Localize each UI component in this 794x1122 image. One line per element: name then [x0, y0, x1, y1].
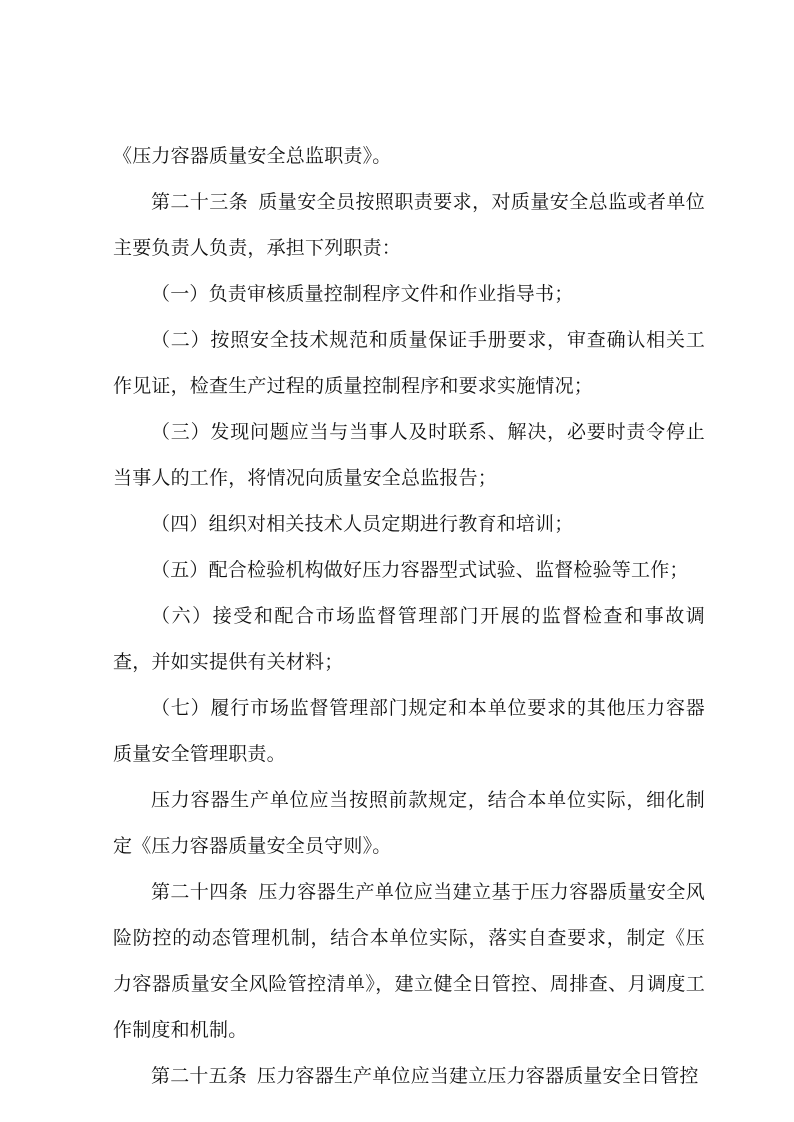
item-6	[113, 593, 705, 685]
item-3	[113, 409, 705, 501]
paragraph-1	[113, 133, 705, 179]
item-5	[113, 547, 705, 593]
paragraph-text: （六）接受和配合市场监督管理部门开展的监督检查和事故调查，并如实提供有关材料；	[113, 605, 705, 673]
paragraph-text: （二）按照安全技术规范和质量保证手册要求，审查确认相关工作见证，检查生产过程的质量控制程序和要求实施情况；	[113, 329, 705, 397]
item-7	[113, 685, 705, 777]
paragraph-rule	[113, 777, 705, 869]
paragraph-text: （七）履行市场监督管理部门规定和本单位要求的其他压力容器质量安全管理职责。	[113, 697, 705, 765]
article-number: 第二十三条	[151, 191, 249, 213]
paragraph-text: 压力容器生产单位应当按照前款规定，结合本单位实际，细化制定《压力容器质量安全员守则》。	[113, 789, 705, 857]
paragraph-text: （一）负责审核质量控制程序文件和作业指导书；	[151, 283, 574, 305]
article-24	[113, 869, 705, 1053]
article-number: 第二十四条	[151, 881, 249, 903]
document-page	[113, 133, 705, 1099]
item-1	[113, 271, 705, 317]
paragraph-text: 压力容器生产单位应当建立压力容器质量安全日管控	[257, 1065, 699, 1087]
article-25	[113, 1053, 705, 1099]
article-number: 第二十五条	[151, 1065, 248, 1087]
paragraph-text: 质量安全员按照职责要求，对质量安全总监或者单位主要负责人负责，承担下列职责：	[113, 191, 705, 259]
paragraph-text: 压力容器生产单位应当建立基于压力容器质量安全风险防控的动态管理机制，结合本单位实际，落实自查要求，制定《压力容器质量安全风险管控清单》，建立健全日管控、周排查、月调度工作制度和机制。	[113, 881, 705, 1041]
paragraph-text: 《压力容器质量安全总监职责》。	[113, 145, 392, 167]
paragraph-text: （五）配合检验机构做好压力容器型式试验、监督检验等工作；	[151, 559, 689, 581]
paragraph-text: （四）组织对相关技术人员定期进行教育和培训；	[151, 513, 574, 535]
item-2	[113, 317, 705, 409]
item-4	[113, 501, 705, 547]
article-23-intro	[113, 179, 705, 271]
paragraph-text: （三）发现问题应当与当事人及时联系、解决，必要时责令停止当事人的工作，将情况向质量安全总监报告；	[113, 421, 705, 489]
